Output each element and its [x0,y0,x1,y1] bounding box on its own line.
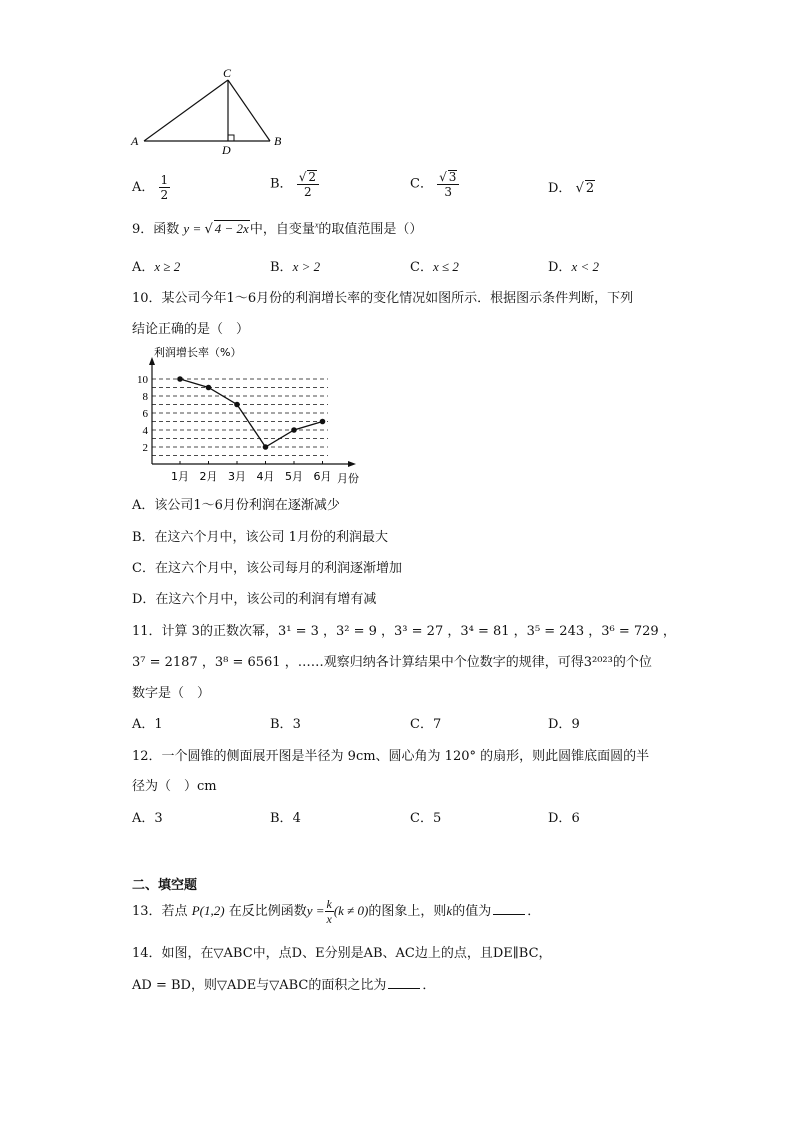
q11-option-c[interactable]: C．7 [410,717,442,732]
data-point [177,376,183,382]
q10-question-line1: 10．某公司今年1～6月份的利润增长率的变化情况如图所示．根据图示条件判断，下列 [132,291,634,306]
data-point [263,444,269,450]
q12-option-c[interactable]: C．5 [410,811,442,826]
q10-option-b[interactable]: B．在这六个月中，该公司 1月份的利润最大 [132,530,388,545]
label-c: C [223,66,232,80]
section-title: 二、填空题 [132,878,198,893]
label-d: D [222,143,231,157]
q12-option-b[interactable]: B．4 [270,811,301,826]
q11-question-line3: 数字是（ ） [132,686,211,701]
q11-question-line1: 11．计算 3的正数次幂，3¹ = 3 ，3² = 9 ，3³ = 27 ，3⁴ = 81 ，3⁵ = 243 ，3⁶ = 729 ， [132,624,676,639]
q14-question-line2: AD = BD，则▽ADE与▽ABC的面积之比为 ． [132,978,436,993]
profit-growth-chart [128,340,378,490]
triangle-figure [128,64,298,160]
q10-option-a[interactable]: A．该公司1～6月份利润在逐渐减少 [132,498,340,513]
data-point [291,427,297,433]
data-point [234,402,240,408]
q9-option-a[interactable]: A．x ≥ 2 [132,259,181,275]
q13-answer-blank[interactable] [493,902,525,915]
q14-answer-blank[interactable] [388,976,420,989]
q10-option-d[interactable]: D．在这六个月中，该公司的利润有增有减 [132,592,377,607]
y-tick-label: 6 [142,408,148,420]
q9-option-c[interactable]: C．x ≤ 2 [410,259,459,275]
q8-option-a[interactable]: A． $\frac{1}{2}$ [132,173,169,202]
x-axis-arrow [348,461,356,467]
right-angle-mark [228,135,234,141]
q9-option-b[interactable]: B．x > 2 [270,259,321,275]
data-point [320,419,326,425]
q10-option-c[interactable]: C．在这六个月中，该公司每月的利润逐渐增加 [132,561,402,576]
x-tick-label: 3月 [228,470,246,483]
y-tick-label: 2 [142,442,148,454]
q11-option-b[interactable]: B．3 [270,717,301,732]
q12-option-d[interactable]: D．6 [548,811,580,826]
q9-question: 9．函数 y = √ 4 − 2x中，自变量$^x$的取值范围是（） [132,220,423,237]
q8-option-c[interactable]: C． $\frac{√ 3}{3}$ [410,170,459,198]
q12-question-line1: 12．一个圆锥的侧面展开图是半径为 9cm、圆心角为 120° 的扇形，则此圆锥底面圆的半 [132,749,650,764]
x-tick-label: 6月 [313,470,332,483]
x-tick-label: 1月 [171,470,189,483]
label-b: B [274,134,282,148]
q12-option-a[interactable]: A．3 [132,811,163,826]
data-point [206,385,212,391]
q11-question-line2: 3⁷ = 2187 ，3⁸ = 6561 ，……观察归纳各计算结果中个位数字的规律，可得3²⁰²³的个位 [132,655,652,670]
side-bc [228,80,270,141]
x-tick-label: 2月 [199,470,218,483]
q8-option-d[interactable]: D． √ 2 [548,181,595,196]
y-tick-label: 10 [137,374,148,386]
x-tick-label: 4月 [256,470,275,483]
q9-option-d[interactable]: D．x < 2 [548,259,599,275]
x-tick-label: 5月 [285,470,303,483]
q10-question-line2: 结论正确的是（ ） [132,322,250,337]
q8-option-b[interactable]: B． $\frac{√ 2}{2}$ [270,170,319,198]
chart-ylabel: 利润增长率（%） [154,346,242,359]
y-tick-label: 4 [142,425,148,437]
q12-question-line2: 径为（ ）cm [132,779,217,794]
q13-question: 13．若点 P(1,2) 在反比例函数y = $\frac{k}{x}$ (k ≠ 0)的图象上，则k的值为 ． [132,897,541,926]
y-tick-label: 8 [142,391,148,403]
q14-question-line1: 14．如图，在▽ABC中，点D、E分别是AB、AC边上的点，且DE∥BC， [132,946,552,961]
q11-option-d[interactable]: D．9 [548,717,580,732]
side-ac [144,80,228,141]
q11-option-a[interactable]: A．1 [132,717,163,732]
label-a: A [131,134,139,148]
chart-xlabel: 月份 [337,472,359,485]
